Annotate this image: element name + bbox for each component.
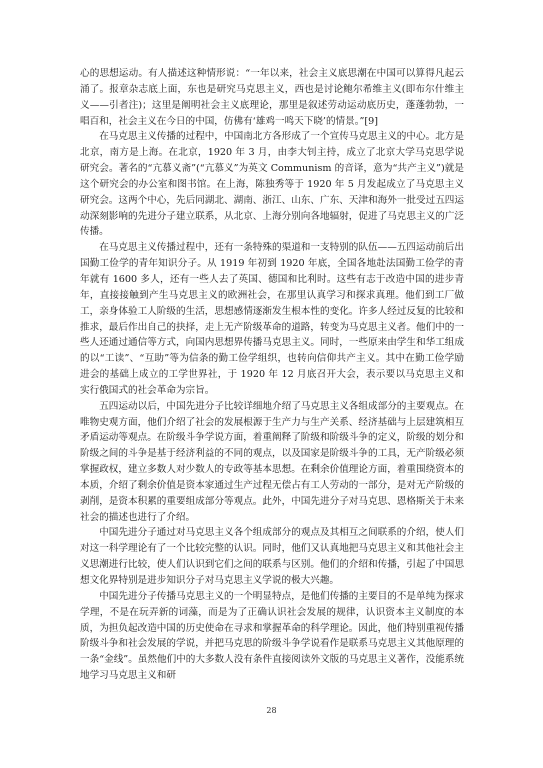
page-number: 28 [266,706,277,715]
paragraph-work-study-students: 在马克思主义传播过程中，还有一条特殊的渠道和一支特别的队伍——五四运动前后出国勤工俭学的青年知识分子。从 1919 年初到 1920 年底，全国各地赴法国勤工俭学的青年就有 1600 多人，还有一些人去了英国、德国和比利时。这些有志于改造中国的进步青年，直接接触到产生马克思主义的欧洲社会，在那里认真学习和探求真理。他们到工厂做工，亲身体验工人阶级的生活，思想感情逐渐发生根本性的变化。许多人经过反复的比较和推求，最后作出自己的抉择，走上无产阶级革命的道路，转变为马克思主义者。他们中的一些人还通过通信等方式，向国内思想界传播马克思主义。同时，一些原来由学生和华工组成的以“工读”、“互助”等为信条的勤工俭学组织，也转向信仰共产主义。其中在勤工俭学励进会的基础上成立的工学世界社，于 1920 年 12 月底召开大会，表示要以马克思主义和实行俄国式的社会革命为宗旨。 [80,242,464,396]
paragraph-comparison: 中国先进分子通过对马克思主义各个组成部分的观点及其相互之间联系的介绍，使人们对这一科学理论有了一个比较完整的认识。同时，他们又认真地把马克思主义和其他社会主义思潮进行比较，使人们认识到它们之间的联系与区别。他们的介绍和传播，引起了中国思想文化界特别是进步知识分子对马克思主义学说的极大兴趣。 [80,527,464,586]
paragraph-marxism-components: 五四运动以后，中国先进分子比较详细地介绍了马克思主义各组成部分的主要观点。在唯物史观方面，他们介绍了社会的发展根源于生产力与生产关系、经济基础与上层建筑相互矛盾运动等观点。在阶级斗争学说方面，着重阐释了阶级和阶级斗争的定义，阶级的划分和阶级之间的斗争是基于经济利益的不同的观点，以及国家是阶级斗争的工具，无产阶级必须掌握政权，建立多数人对少数人的专政等基本思想。在剩余价值理论方面，着重围绕资本的本质，介绍了剩余价值是资本家通过生产过程无偿占有工人劳动的一部分，是对无产阶级的剥削，是资本积累的重要组成部分等观点。此外，中国先进分子对马克思、恩格斯关于未来社会的描述也进行了介绍。 [80,400,464,523]
paragraph-propagation-centers: 在马克思主义传播的过程中，中国南北方各形成了一个宣传马克思主义的中心。北方是北京，南方是上海。在北京，1920 年 3 月，由李大钊主持，成立了北京大学马克思学说研究会。著名的“亢慕义斋”(“亢慕义”为英文 Communism 的音译，意为“共产主义”)就是这个研究会的办公室和图书馆。在上海，陈独秀等于 1920 年 5 月发起成立了马克思主义研究会。这两个中心，先后同湖北、湖南、浙江、山东、广东、天津和海外一批受过五四运动深刻影响的先进分子建立联系，从北京、上海分别向各地辐射，促进了马克思主义的广泛传播。 [80,131,464,238]
paragraph-continued: 心的思想运动。有人描述这种情形说：“一年以来，社会主义底思潮在中国可以算得凡起云涌了。报章杂志底上面，东也是研究马克思主义，西也是讨论鲍尔希维主义(即布尔什维主义——引者注)；这里是阐明社会主义底理论，那里是叙述劳动运动底历史，蓬蓬勃勃，一唱百和，社会主义在今日的中国，仿佛有‘雄鸡一鸣天下晓’的情景。”[9] [80,68,464,127]
paragraph-characteristics: 中国先进分子传播马克思主义的一个明显特点，是他们传播的主要目的不是单纯为探求学理，不是在玩弄新的词藻，而是为了正确认识社会发展的规律，认识资本主义制度的本质，为担负起改造中国的历史使命在寻求和掌握革命的科学理论。因此，他们特别重视传播阶级斗争和社会发展的学说，并把马克思的阶级斗争学说看作是联系马克思主义其他原理的一条“金线”。虽然他们中的大多数人没有条件直接阅读外文版的马克思主义著作，没能系统地学习马克思主义和研 [80,590,464,682]
body-text [80,66,464,684]
